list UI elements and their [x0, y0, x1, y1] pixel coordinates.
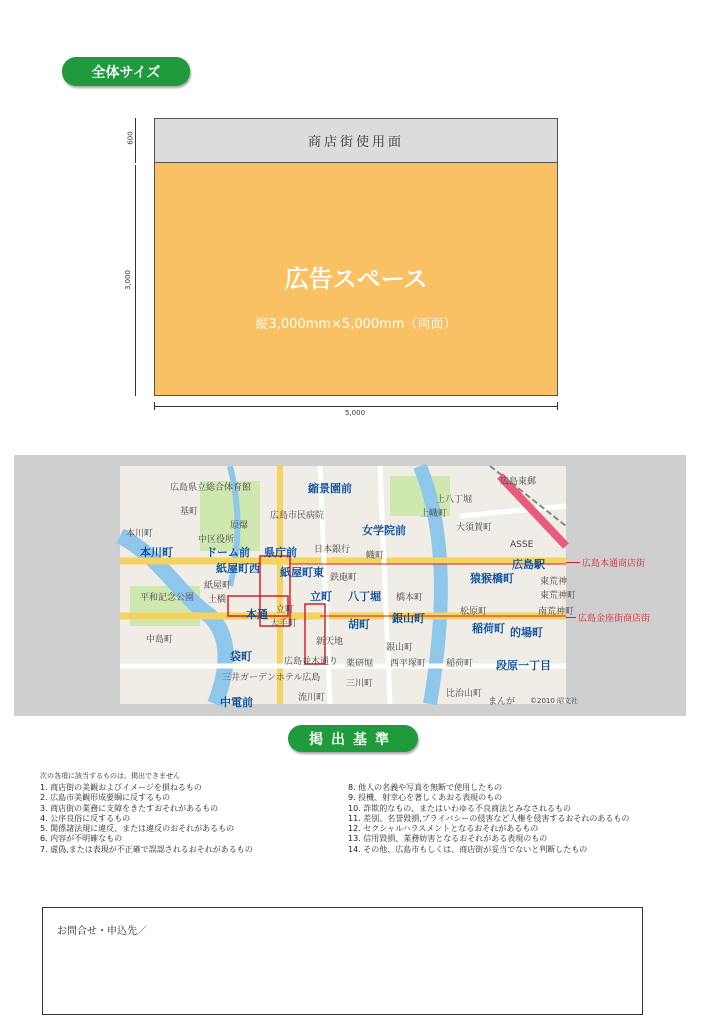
dimension-line-top — [135, 118, 136, 163]
criteria-item: 10. 詐欺的なもの、またはいわゆる不良商法とみなされるもの — [348, 803, 571, 813]
map-label: 大須賀町 — [456, 523, 493, 533]
station-label: 八丁堀 — [348, 590, 381, 603]
dimension-line-main — [135, 165, 136, 396]
dimension-line-width — [154, 406, 558, 407]
map-label: 中区役所 — [198, 535, 235, 545]
map-label: 橋本町 — [396, 593, 424, 603]
criteria-intro: 次の各項に該当するものは、掲出できません — [40, 772, 180, 780]
map-label: 土橋 — [208, 595, 227, 605]
map-label: 本川町 — [126, 529, 154, 539]
map-label: 基町 — [180, 507, 199, 517]
map-label: 立町 — [276, 605, 295, 615]
map-label: 稲荷町 — [446, 659, 474, 669]
map-label: 三川町 — [346, 679, 374, 689]
map-label: 広島東郵 — [500, 477, 537, 487]
callout-line-kinzagai — [566, 617, 576, 618]
ad-space-size: 縦3,000mm×5,000mm（両面） — [255, 317, 457, 332]
map-label: 比治山町 — [446, 689, 483, 699]
map-label: 鉄砲町 — [330, 573, 358, 583]
shopping-street-usage-area — [154, 118, 558, 163]
station-label: 銀山町 — [392, 612, 425, 625]
station-label: 広島駅 — [512, 558, 545, 571]
criteria-item: 5. 関係諸法規に違反、または違反のおそれがあるもの — [40, 824, 235, 834]
dimension-width: 5,000 — [345, 409, 366, 417]
map-label: ASSE — [510, 540, 534, 550]
station-label: 縮景園前 — [308, 482, 352, 495]
station-label: ドーム前 — [206, 546, 250, 559]
station-label: 女学院前 — [362, 524, 406, 537]
callout-hondori-shopping-street: 広島本通商店街 — [582, 559, 646, 569]
map-label: 薬研堀 — [346, 659, 374, 669]
criteria-item: 4. 公序良俗に反するもの — [40, 813, 131, 823]
station-label: 胡町 — [348, 618, 370, 631]
station-label: 段原一丁目 — [496, 659, 551, 672]
criteria-item: 8. 他人の名義や写真を無断で使用したもの — [348, 783, 503, 792]
map-label: 新天地 — [316, 637, 344, 647]
station-label: 立町 — [310, 590, 332, 603]
station-label: 県庁前 — [264, 546, 297, 559]
dimension-top-height: 600 — [126, 131, 135, 145]
station-label: 中電前 — [220, 696, 253, 709]
map-label: まんが — [488, 697, 516, 707]
map-label: 幟町 — [366, 551, 385, 561]
map-label: 松原町 — [460, 607, 488, 617]
usage-label: 商店街使用面 — [307, 135, 404, 150]
criteria-item: 13. 信用毀損、業務妨害となるおそれがある表現のもの — [348, 834, 548, 844]
map-copyright: ©2010 昭文社 — [530, 697, 579, 705]
map-label: 銀山町 — [386, 643, 414, 653]
criteria-item: 11. 差別、名誉毀損,プライバシーの侵害など人権を侵害するおそれのあるもの — [348, 813, 630, 823]
map-label: 東荒神 — [540, 577, 568, 587]
contact-label: お問合せ・申込先／ — [57, 926, 147, 937]
area-map — [120, 466, 579, 709]
criteria-list-right — [348, 783, 629, 855]
map-label: 広島並木通り — [284, 657, 339, 667]
section-title-posting-criteria: 掲出基準 — [288, 725, 418, 752]
station-label: 本川町 — [140, 546, 173, 559]
map-label: 日本銀行 — [314, 545, 351, 555]
map-label: 上八丁堀 — [436, 495, 473, 505]
criteria-item: 1. 商店街の美観およびイメージを損ねるもの — [40, 783, 202, 792]
map-label: 上幟町 — [420, 509, 448, 519]
station-label: 猿猴橋町 — [470, 572, 514, 585]
station-label: 紙屋町東 — [280, 566, 324, 579]
criteria-item: 9. 投機、射幸心を著しくあおる表現のもの — [348, 793, 503, 803]
section-title-overall-size: 全体サイズ — [62, 57, 190, 86]
map-label: 流川町 — [298, 693, 326, 703]
criteria-item: 3. 商店街の業務に支障をきたすおそれがあるもの — [40, 803, 219, 813]
criteria-list-left — [40, 783, 253, 855]
station-label: 的場町 — [510, 626, 543, 639]
contact-box — [42, 907, 643, 1015]
map-label: 西平塚町 — [390, 659, 427, 669]
station-label: 本通 — [246, 608, 268, 621]
criteria-item: 6. 内容が不明確なもの — [40, 834, 123, 844]
map-label: 紙屋町 — [204, 581, 232, 591]
dimension-tick-left — [154, 402, 155, 410]
map-label: 原爆 — [230, 521, 249, 531]
map-label: 大手町 — [270, 619, 298, 629]
ad-space-area — [154, 163, 558, 396]
callout-kinzagai-shopping-street: 広島金座街商店街 — [578, 614, 651, 624]
dimension-main-height: 3,000 — [124, 269, 133, 291]
criteria-item: 2. 広島市美観形成要綱に反するもの — [40, 793, 171, 803]
criteria-item: 14. その他、広島市もしくは、商店街が妥当でないと判断したもの — [348, 844, 588, 854]
dimension-tick-right — [557, 402, 558, 410]
station-label: 袋町 — [230, 650, 252, 663]
criteria-item: 12. セクシャルハラスメントとなるおそれがあるもの — [348, 824, 539, 834]
station-label: 稲荷町 — [472, 622, 505, 635]
map-label: 広島市民病院 — [270, 511, 325, 521]
callout-line-hondori — [566, 562, 580, 563]
map-label: 東荒神町 — [540, 591, 577, 601]
map-label: 広島県立総合体育館 — [170, 483, 252, 493]
station-label: 紙屋町西 — [216, 562, 260, 575]
ad-space-title: 広告スペース — [284, 265, 428, 293]
map-label: 平和記念公園 — [140, 593, 195, 603]
criteria-item: 7. 虚偽,または表現が不正確で誤認されるおそれがあるもの — [40, 844, 253, 854]
map-label: 中島町 — [146, 635, 174, 645]
map-label: 南荒神町 — [538, 607, 575, 617]
map-label: 三井ガーデンホテル広島 — [222, 673, 321, 683]
